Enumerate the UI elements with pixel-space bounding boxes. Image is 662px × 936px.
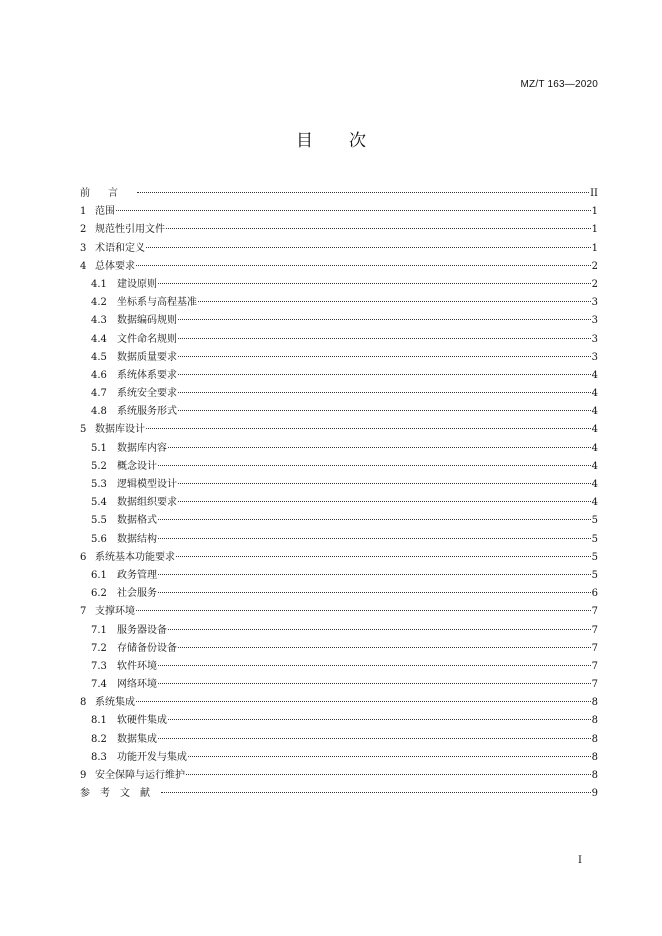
toc-entry-number: 1	[80, 206, 87, 218]
toc-entry-page: 7	[591, 642, 598, 654]
table-of-contents	[80, 185, 598, 803]
toc-entry-page: 8	[591, 733, 598, 745]
toc-entry[interactable]	[80, 567, 598, 585]
toc-entry-page: 6	[591, 588, 598, 600]
toc-entry-page: 5	[591, 515, 598, 527]
toc-dot-leader	[178, 501, 591, 502]
toc-entry[interactable]	[80, 440, 598, 458]
toc-dot-leader	[178, 374, 591, 375]
toc-entry-label: 系统体系要求	[117, 369, 177, 381]
toc-entry[interactable]	[80, 403, 598, 421]
toc-entry-label: 系统集成	[95, 697, 135, 709]
toc-entry-number: 5.2	[91, 460, 107, 472]
toc-dot-leader	[158, 538, 591, 539]
toc-dot-leader	[178, 319, 591, 320]
toc-entry-page: 7	[591, 660, 598, 672]
toc-entry-number: 4.1	[91, 278, 107, 290]
toc-entry-number: 7	[80, 606, 87, 618]
toc-entry-number: 4.8	[91, 406, 107, 418]
toc-dot-leader	[136, 701, 591, 702]
toc-entry-label: 数据组织要求	[117, 497, 177, 509]
toc-entry-page: 3	[591, 333, 598, 345]
toc-entry-label: 支撑环境	[95, 606, 135, 618]
toc-entry-page: 3	[591, 315, 598, 327]
toc-entry-label: 数据编码规则	[117, 315, 177, 327]
toc-entry-label: 数据质量要求	[117, 351, 177, 363]
toc-dot-leader	[158, 683, 591, 684]
toc-entry-label: 系统服务形式	[117, 406, 177, 418]
toc-entry-label: 术语和定义	[95, 242, 145, 254]
toc-entry-number: 8	[80, 697, 87, 709]
toc-dot-leader	[178, 647, 591, 648]
toc-entry-label: 数据集成	[117, 733, 157, 745]
toc-entry-number: 4.5	[91, 351, 107, 363]
toc-entry-number: 5.1	[91, 442, 107, 454]
toc-entry[interactable]	[80, 712, 598, 730]
toc-entry[interactable]	[80, 294, 598, 312]
toc-entry-label: 政务管理	[117, 569, 157, 581]
toc-entry-number: 6	[80, 551, 87, 563]
toc-dot-leader	[178, 356, 591, 357]
toc-entry-number: 9	[80, 770, 87, 781]
toc-dot-leader	[158, 283, 591, 284]
toc-entry[interactable]	[80, 658, 598, 676]
toc-entry-label: 范围	[95, 206, 115, 218]
toc-entry[interactable]	[80, 221, 598, 239]
page-folio: I	[578, 855, 582, 866]
toc-entry-page: 4	[591, 424, 598, 436]
toc-entry-page: 8	[591, 715, 598, 727]
toc-dot-leader	[136, 265, 591, 266]
toc-entry-number: 5.4	[91, 497, 107, 509]
toc-entry-page: 7	[591, 606, 598, 618]
toc-entry-page: 4	[591, 460, 598, 472]
toc-entry-page: 4	[591, 388, 598, 400]
toc-dot-leader	[146, 247, 591, 248]
toc-dot-leader	[168, 447, 591, 448]
toc-entry-number: 8.3	[91, 751, 107, 763]
toc-entry-label: 逻辑模型设计	[117, 479, 177, 490]
toc-entry-page: 4	[591, 442, 598, 454]
toc-entry-number: 7.4	[91, 679, 107, 691]
toc-entry-page: 3	[591, 351, 598, 363]
toc-entry[interactable]	[80, 331, 598, 349]
toc-entry-page: 8	[591, 770, 598, 781]
toc-entry-number: 4.3	[91, 315, 107, 327]
toc-dot-leader	[158, 574, 591, 575]
toc-entry-page: 4	[591, 406, 598, 418]
toc-entry[interactable]	[80, 421, 598, 439]
toc-entry[interactable]	[80, 603, 598, 621]
toc-entry-label: 软件环境	[117, 660, 157, 672]
toc-entry-page: 3	[591, 297, 598, 309]
toc-entry[interactable]	[80, 767, 598, 785]
toc-entry-page: 1	[591, 224, 598, 236]
toc-entry[interactable]	[80, 512, 598, 530]
toc-entry-page: 4	[591, 369, 598, 381]
toc-entry-number: 4.4	[91, 333, 107, 345]
toc-entry[interactable]	[80, 203, 598, 221]
toc-entry[interactable]	[80, 349, 598, 367]
toc-entry-page: 2	[591, 278, 598, 290]
toc-entry[interactable]	[80, 258, 598, 276]
toc-dot-leader	[178, 483, 591, 484]
toc-dot-leader	[168, 719, 591, 720]
toc-entry[interactable]	[80, 676, 598, 694]
toc-entry-page: 8	[591, 751, 598, 763]
toc-entry-label: 坐标系与高程基准	[117, 297, 197, 309]
toc-entry-page: 5	[591, 533, 598, 545]
toc-entry-label: 存储备份设备	[117, 642, 177, 654]
toc-dot-leader	[136, 610, 591, 611]
toc-entry-number: 6.1	[91, 569, 107, 581]
toc-dot-leader	[158, 738, 591, 739]
toc-entry[interactable]	[80, 458, 598, 476]
toc-entry[interactable]	[80, 749, 598, 767]
toc-entry-page: 2	[591, 260, 598, 272]
toc-entry-label: 社会服务	[117, 588, 157, 600]
toc-entry-label: 前言	[80, 188, 136, 199]
toc-entry-page: 9	[591, 788, 598, 800]
toc-dot-leader	[166, 228, 591, 229]
toc-entry-page: 4	[591, 497, 598, 509]
toc-dot-leader	[158, 465, 591, 466]
toc-entry-label: 数据库设计	[95, 424, 145, 436]
toc-dot-leader	[168, 629, 591, 630]
toc-entry[interactable]	[80, 640, 598, 658]
toc-dot-leader	[178, 338, 591, 339]
toc-entry-page: 1	[591, 206, 598, 218]
toc-dot-leader	[146, 428, 591, 429]
toc-entry-label: 规范性引用文件	[95, 224, 165, 236]
toc-entry-label: 文件命名规则	[117, 333, 177, 345]
toc-entry-number: 3	[80, 242, 87, 254]
toc-entry-label: 参考文献	[80, 788, 160, 800]
toc-entry-number: 8.2	[91, 733, 107, 745]
toc-dot-leader	[158, 592, 591, 593]
toc-entry[interactable]	[80, 494, 598, 512]
toc-entry-number: 7.3	[91, 660, 107, 672]
toc-entry[interactable]	[80, 476, 598, 494]
toc-entry-label: 软硬件集成	[117, 715, 167, 727]
toc-entry[interactable]	[80, 694, 598, 712]
toc-entry-label: 服务器设备	[117, 624, 167, 636]
toc-entry-number: 7.2	[91, 642, 107, 654]
toc-entry[interactable]	[80, 312, 598, 330]
toc-entry-page: 5	[591, 569, 598, 581]
toc-entry[interactable]	[80, 731, 598, 749]
toc-entry-number: 2	[80, 224, 87, 236]
toc-entry[interactable]	[80, 549, 598, 567]
toc-entry-number: 5	[80, 424, 87, 436]
toc-entry-label: 数据格式	[117, 515, 157, 527]
toc-dot-leader	[178, 392, 591, 393]
toc-entry-number: 4.7	[91, 388, 107, 400]
toc-dot-leader	[198, 301, 591, 302]
toc-entry[interactable]	[80, 240, 598, 258]
toc-entry[interactable]	[80, 185, 598, 203]
toc-entry-number: 6.2	[91, 588, 107, 600]
toc-entry[interactable]	[80, 785, 598, 803]
toc-entry[interactable]	[80, 531, 598, 549]
page-title: 目次	[296, 131, 402, 151]
toc-entry-label: 建设原则	[117, 278, 157, 290]
toc-entry-label: 系统安全要求	[117, 388, 177, 400]
toc-dot-leader	[186, 774, 591, 775]
toc-entry-label: 安全保障与运行维护	[95, 770, 185, 781]
toc-entry-label: 数据结构	[117, 533, 157, 545]
toc-dot-leader	[158, 665, 591, 666]
toc-entry-number: 4.6	[91, 369, 107, 381]
toc-entry[interactable]	[80, 385, 598, 403]
toc-entry-page: 5	[591, 551, 598, 563]
toc-dot-leader	[161, 792, 591, 793]
toc-dot-leader	[188, 756, 591, 757]
document-code: MZ/T 163—2020	[520, 79, 598, 90]
toc-entry-number: 4.2	[91, 297, 107, 309]
toc-entry-label: 数据库内容	[117, 442, 167, 454]
toc-dot-leader	[176, 556, 591, 557]
toc-dot-leader	[137, 192, 589, 193]
toc-entry-label: 概念设计	[117, 460, 157, 472]
toc-entry-number: 8.1	[91, 715, 107, 727]
toc-entry-page: II	[590, 188, 598, 199]
toc-entry[interactable]	[80, 367, 598, 385]
toc-entry-label: 网络环境	[117, 679, 157, 691]
toc-entry[interactable]	[80, 622, 598, 640]
toc-entry-label: 总体要求	[95, 260, 135, 272]
toc-entry[interactable]	[80, 585, 598, 603]
toc-entry[interactable]	[80, 276, 598, 294]
toc-entry-label: 系统基本功能要求	[95, 551, 175, 563]
toc-entry-page: 7	[591, 624, 598, 636]
toc-entry-label: 功能开发与集成	[117, 751, 187, 763]
toc-dot-leader	[178, 410, 591, 411]
toc-entry-number: 4	[80, 260, 87, 272]
toc-entry-page: 7	[591, 679, 598, 691]
toc-dot-leader	[158, 519, 591, 520]
toc-entry-page: 8	[591, 697, 598, 709]
toc-entry-number: 5.6	[91, 533, 107, 545]
toc-entry-page: 4	[591, 479, 598, 490]
toc-entry-number: 7.1	[91, 624, 107, 636]
toc-entry-number: 5.3	[91, 479, 107, 490]
toc-entry-page: 1	[591, 242, 598, 254]
toc-entry-number: 5.5	[91, 515, 107, 527]
toc-dot-leader	[116, 210, 591, 211]
